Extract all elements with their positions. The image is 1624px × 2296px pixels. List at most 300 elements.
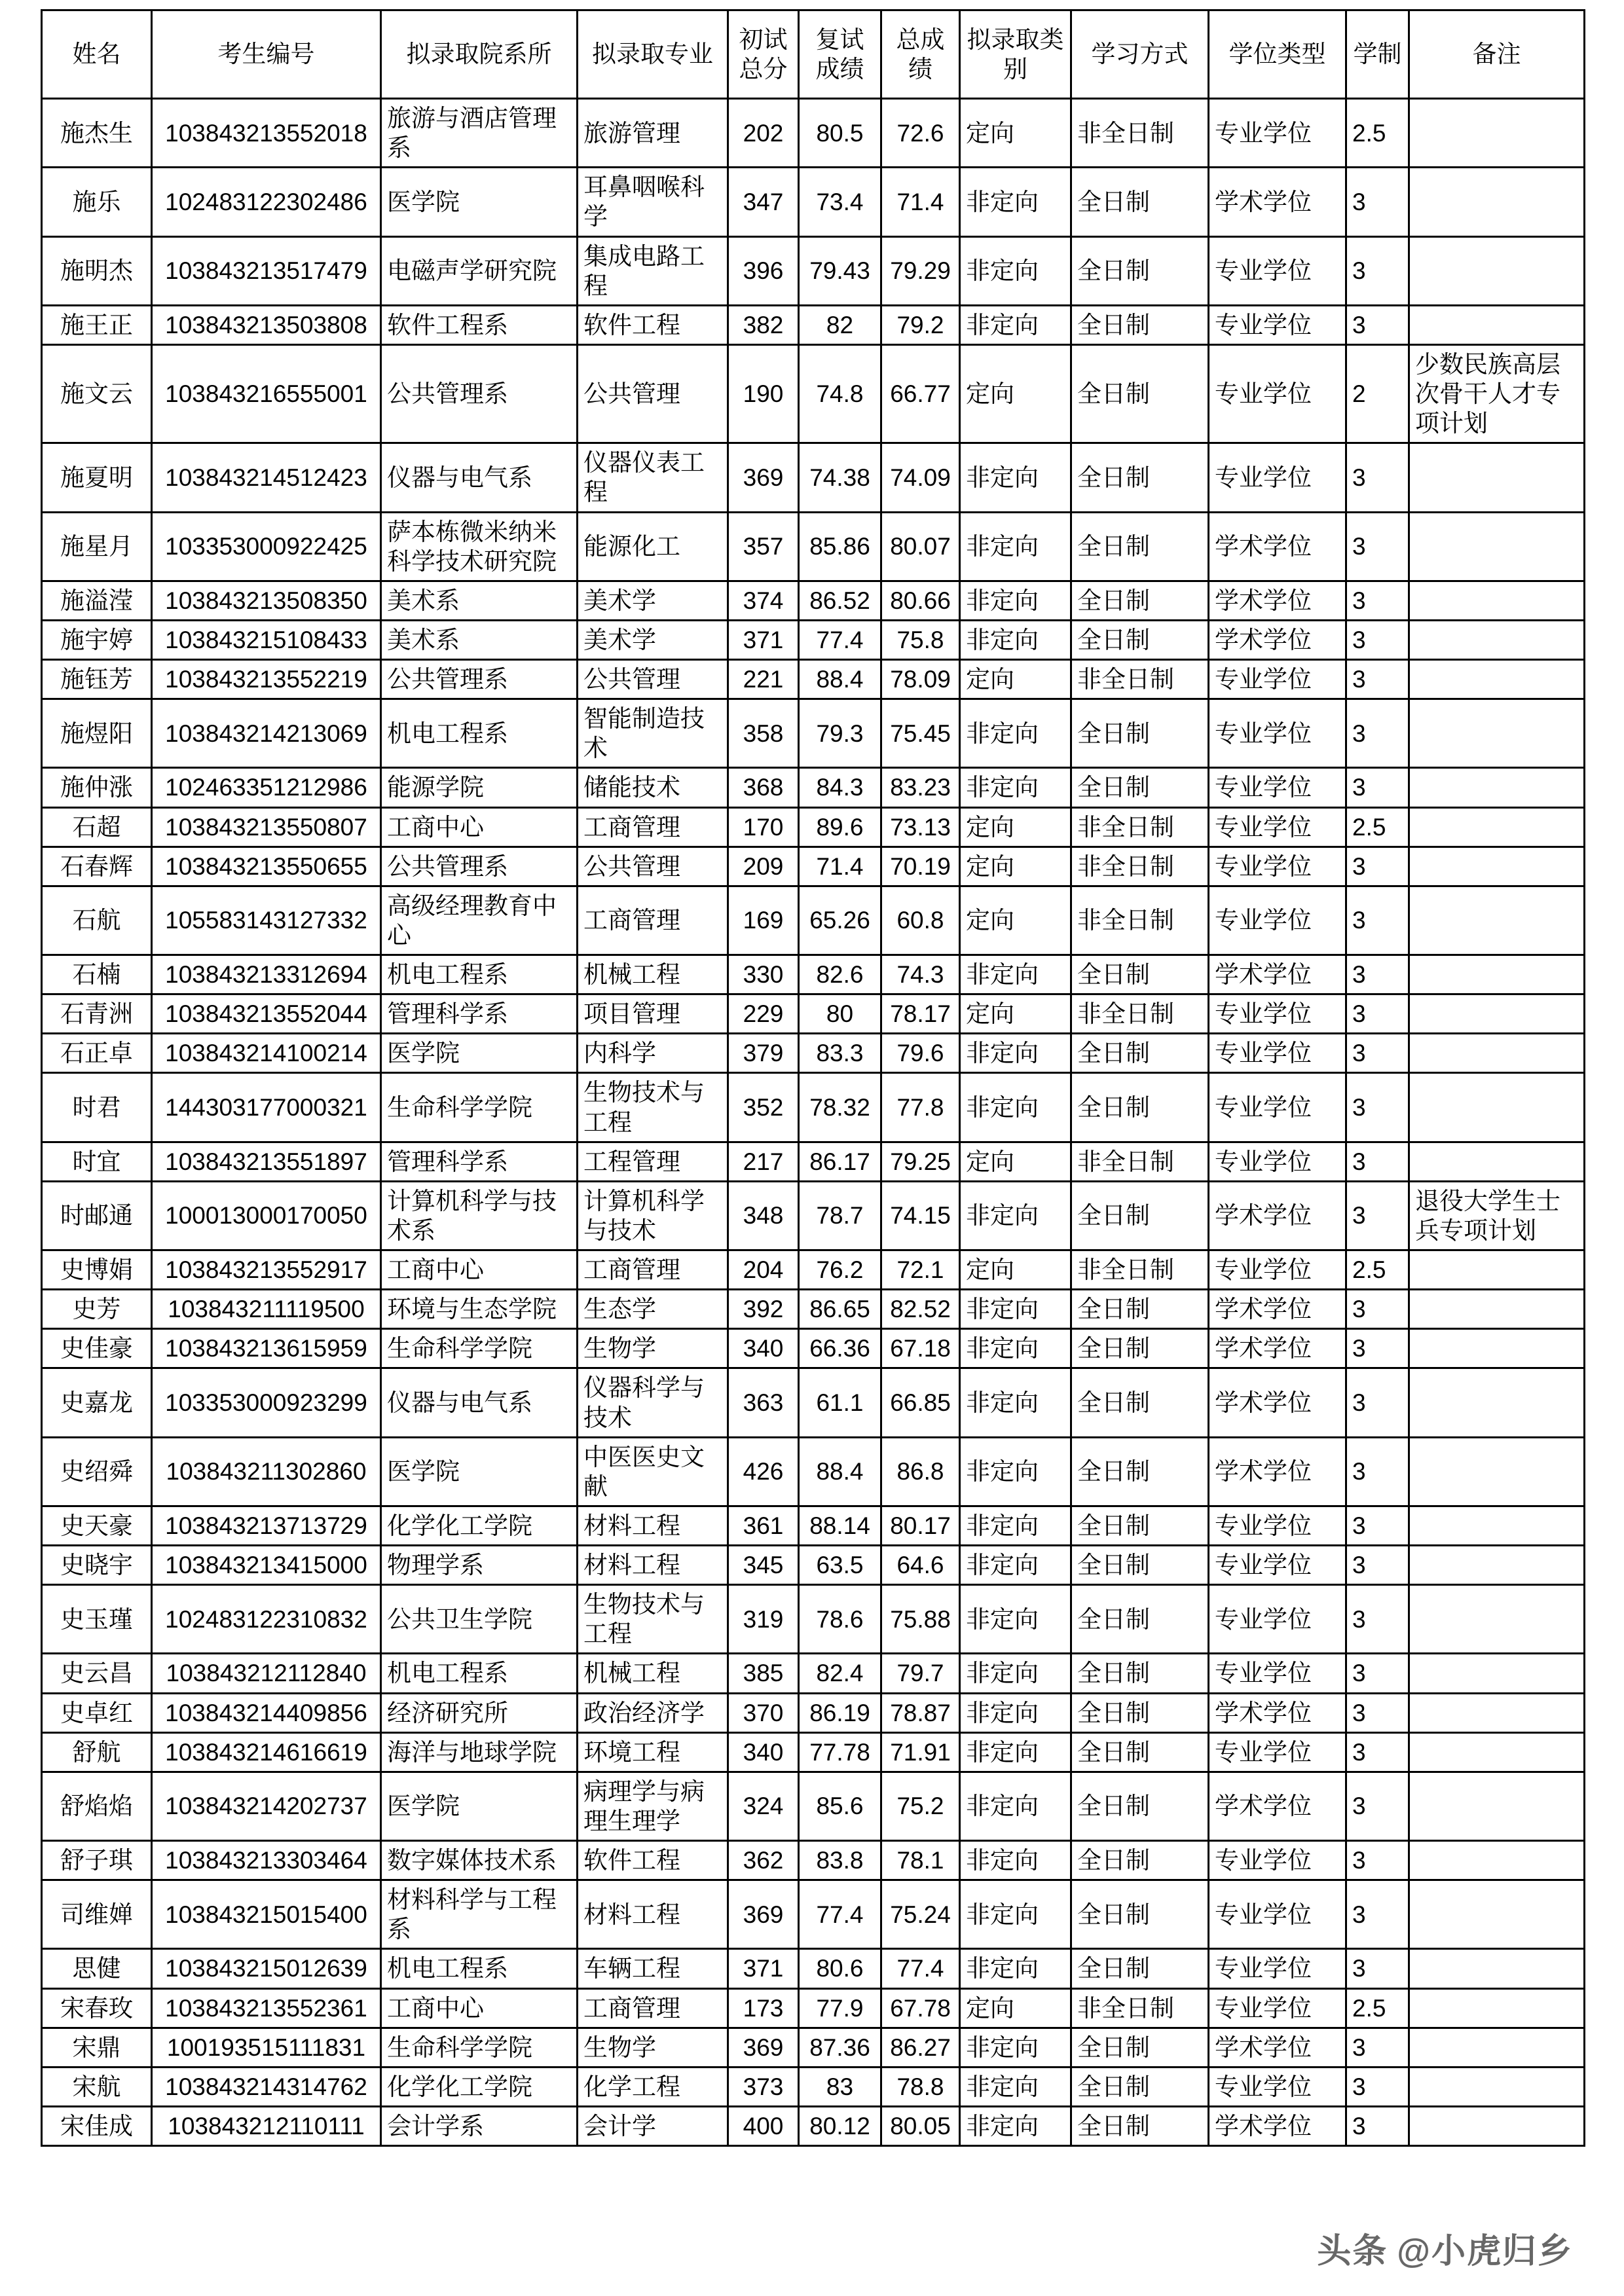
cell-major: 能源化工 <box>578 512 728 581</box>
cell-candidate-id: 103843213503808 <box>152 305 381 344</box>
cell-remark <box>1409 886 1585 955</box>
cell-study-mode: 全日制 <box>1071 1949 1209 1988</box>
cell-admission-category: 非定向 <box>960 699 1071 768</box>
cell-preliminary-score: 347 <box>728 168 799 236</box>
cell-retest-score: 83.8 <box>799 1841 881 1880</box>
cell-major: 生物技术与工程 <box>578 1585 728 1654</box>
cell-admission-category: 非定向 <box>960 2106 1071 2145</box>
cell-name: 施杰生 <box>42 99 152 168</box>
cell-preliminary-score: 221 <box>728 660 799 699</box>
cell-department: 计算机科学与技术系 <box>381 1181 578 1250</box>
cell-remark <box>1409 168 1585 236</box>
cell-retest-score: 73.4 <box>799 168 881 236</box>
cell-admission-category: 非定向 <box>960 1949 1071 1988</box>
cell-preliminary-score: 400 <box>728 2106 799 2145</box>
table-row <box>42 581 1585 620</box>
cell-duration: 2 <box>1346 344 1409 443</box>
cell-study-mode: 非全日制 <box>1071 1142 1209 1181</box>
cell-admission-category: 非定向 <box>960 1290 1071 1329</box>
cell-duration: 2.5 <box>1346 99 1409 168</box>
cell-preliminary-score: 382 <box>728 305 799 344</box>
column-header-candidate-id: 考生编号 <box>152 10 381 99</box>
cell-name: 石楠 <box>42 955 152 994</box>
column-header-admission-category: 拟录取类别 <box>960 10 1071 99</box>
cell-major: 内科学 <box>578 1034 728 1073</box>
cell-admission-category: 定向 <box>960 344 1071 443</box>
cell-degree-type: 专业学位 <box>1209 1654 1346 1693</box>
cell-study-mode: 全日制 <box>1071 512 1209 581</box>
cell-major: 公共管理 <box>578 344 728 443</box>
cell-duration: 3 <box>1346 1585 1409 1654</box>
cell-admission-category: 非定向 <box>960 1073 1071 1142</box>
cell-duration: 3 <box>1346 1506 1409 1545</box>
cell-retest-score: 78.7 <box>799 1181 881 1250</box>
cell-total-score: 73.13 <box>881 807 960 847</box>
cell-candidate-id: 103843216555001 <box>152 344 381 443</box>
cell-remark <box>1409 1949 1585 1988</box>
cell-remark <box>1409 1772 1585 1840</box>
table-row <box>42 2067 1585 2106</box>
cell-candidate-id: 102463351212986 <box>152 768 381 807</box>
cell-admission-category: 非定向 <box>960 1368 1071 1437</box>
cell-candidate-id: 103843213713729 <box>152 1506 381 1545</box>
cell-admission-category: 非定向 <box>960 168 1071 236</box>
table-row <box>42 443 1585 512</box>
cell-duration: 3 <box>1346 994 1409 1034</box>
cell-study-mode: 全日制 <box>1071 1693 1209 1732</box>
cell-name: 宋鼎 <box>42 2028 152 2067</box>
cell-total-score: 79.29 <box>881 236 960 305</box>
cell-duration: 3 <box>1346 1546 1409 1585</box>
cell-study-mode: 全日制 <box>1071 2028 1209 2067</box>
table-header <box>42 10 1585 99</box>
cell-candidate-id: 100013000170050 <box>152 1181 381 1250</box>
cell-candidate-id: 103843214100214 <box>152 1034 381 1073</box>
cell-major: 生物技术与工程 <box>578 1073 728 1142</box>
cell-total-score: 74.15 <box>881 1181 960 1250</box>
cell-major: 生态学 <box>578 1290 728 1329</box>
cell-major: 仪器科学与技术 <box>578 1368 728 1437</box>
cell-degree-type: 学术学位 <box>1209 1329 1346 1368</box>
cell-preliminary-score: 358 <box>728 699 799 768</box>
cell-retest-score: 88.14 <box>799 1506 881 1545</box>
cell-degree-type: 专业学位 <box>1209 344 1346 443</box>
cell-study-mode: 全日制 <box>1071 1585 1209 1654</box>
cell-preliminary-score: 173 <box>728 1988 799 2028</box>
cell-degree-type: 专业学位 <box>1209 1732 1346 1772</box>
cell-name: 宋佳成 <box>42 2106 152 2145</box>
cell-degree-type: 专业学位 <box>1209 1880 1346 1949</box>
cell-major: 中医医史文献 <box>578 1437 728 1506</box>
cell-retest-score: 86.19 <box>799 1693 881 1732</box>
cell-duration: 3 <box>1346 1654 1409 1693</box>
cell-admission-category: 非定向 <box>960 1546 1071 1585</box>
cell-retest-score: 65.26 <box>799 886 881 955</box>
cell-admission-category: 非定向 <box>960 443 1071 512</box>
cell-duration: 3 <box>1346 1290 1409 1329</box>
cell-candidate-id: 103843213552219 <box>152 660 381 699</box>
cell-total-score: 71.91 <box>881 1732 960 1772</box>
cell-admission-category: 非定向 <box>960 1841 1071 1880</box>
column-header-name: 姓名 <box>42 10 152 99</box>
cell-total-score: 78.17 <box>881 994 960 1034</box>
cell-name: 施煜阳 <box>42 699 152 768</box>
cell-department: 公共管理系 <box>381 847 578 886</box>
cell-total-score: 75.88 <box>881 1585 960 1654</box>
cell-degree-type: 专业学位 <box>1209 1988 1346 2028</box>
cell-degree-type: 专业学位 <box>1209 994 1346 1034</box>
cell-candidate-id: 103843213303464 <box>152 1841 381 1880</box>
cell-study-mode: 全日制 <box>1071 1654 1209 1693</box>
cell-department: 能源学院 <box>381 768 578 807</box>
table-row <box>42 1772 1585 1840</box>
cell-candidate-id: 144303177000321 <box>152 1073 381 1142</box>
cell-major: 政治经济学 <box>578 1693 728 1732</box>
cell-duration: 3 <box>1346 2067 1409 2106</box>
cell-name: 史芳 <box>42 1290 152 1329</box>
cell-department: 软件工程系 <box>381 305 578 344</box>
cell-study-mode: 全日制 <box>1071 1034 1209 1073</box>
cell-admission-category: 非定向 <box>960 236 1071 305</box>
cell-department: 化学化工学院 <box>381 1506 578 1545</box>
cell-remark <box>1409 1585 1585 1654</box>
table-row <box>42 699 1585 768</box>
cell-department: 美术系 <box>381 620 578 659</box>
cell-retest-score: 82 <box>799 305 881 344</box>
cell-study-mode: 全日制 <box>1071 168 1209 236</box>
cell-study-mode: 全日制 <box>1071 620 1209 659</box>
cell-candidate-id: 103843214314762 <box>152 2067 381 2106</box>
cell-remark <box>1409 1880 1585 1949</box>
table-row <box>42 1880 1585 1949</box>
cell-total-score: 79.2 <box>881 305 960 344</box>
cell-major: 软件工程 <box>578 1841 728 1880</box>
cell-admission-category: 非定向 <box>960 305 1071 344</box>
cell-candidate-id: 103843213508350 <box>152 581 381 620</box>
cell-major: 旅游管理 <box>578 99 728 168</box>
table-row <box>42 1250 1585 1290</box>
cell-candidate-id: 103843213552361 <box>152 1988 381 2028</box>
cell-department: 物理学系 <box>381 1546 578 1585</box>
cell-total-score: 64.6 <box>881 1546 960 1585</box>
cell-remark <box>1409 2067 1585 2106</box>
table-row <box>42 99 1585 168</box>
cell-preliminary-score: 340 <box>728 1329 799 1368</box>
cell-department: 化学化工学院 <box>381 2067 578 2106</box>
cell-candidate-id: 103843211302860 <box>152 1437 381 1506</box>
table-row <box>42 1034 1585 1073</box>
cell-admission-category: 非定向 <box>960 1506 1071 1545</box>
cell-candidate-id: 102483122310832 <box>152 1585 381 1654</box>
table-body <box>42 99 1585 2146</box>
cell-admission-category: 非定向 <box>960 2028 1071 2067</box>
cell-candidate-id: 103843213415000 <box>152 1546 381 1585</box>
cell-study-mode: 非全日制 <box>1071 1988 1209 2028</box>
cell-name: 司维婵 <box>42 1880 152 1949</box>
cell-major: 工商管理 <box>578 886 728 955</box>
cell-preliminary-score: 392 <box>728 1290 799 1329</box>
cell-preliminary-score: 209 <box>728 847 799 886</box>
cell-name: 石春辉 <box>42 847 152 886</box>
cell-candidate-id: 103843213550807 <box>152 807 381 847</box>
cell-duration: 3 <box>1346 236 1409 305</box>
cell-study-mode: 全日制 <box>1071 443 1209 512</box>
cell-admission-category: 定向 <box>960 807 1071 847</box>
cell-retest-score: 77.78 <box>799 1732 881 1772</box>
cell-duration: 3 <box>1346 886 1409 955</box>
cell-major: 环境工程 <box>578 1732 728 1772</box>
cell-name: 史绍舜 <box>42 1437 152 1506</box>
cell-remark <box>1409 955 1585 994</box>
cell-name: 石超 <box>42 807 152 847</box>
table-row <box>42 1988 1585 2028</box>
cell-major: 集成电路工程 <box>578 236 728 305</box>
cell-major: 病理学与病理生理学 <box>578 1772 728 1840</box>
cell-admission-category: 非定向 <box>960 620 1071 659</box>
cell-department: 机电工程系 <box>381 1654 578 1693</box>
cell-remark <box>1409 620 1585 659</box>
cell-admission-category: 非定向 <box>960 1034 1071 1073</box>
cell-degree-type: 专业学位 <box>1209 886 1346 955</box>
cell-degree-type: 学术学位 <box>1209 1437 1346 1506</box>
cell-admission-category: 定向 <box>960 1250 1071 1290</box>
cell-remark <box>1409 1654 1585 1693</box>
column-header-preliminary-score: 初试总分 <box>728 10 799 99</box>
cell-remark <box>1409 1506 1585 1545</box>
cell-duration: 3 <box>1346 699 1409 768</box>
cell-duration: 3 <box>1346 305 1409 344</box>
cell-major: 软件工程 <box>578 305 728 344</box>
table-row <box>42 305 1585 344</box>
cell-candidate-id: 102483122302486 <box>152 168 381 236</box>
cell-study-mode: 全日制 <box>1071 1506 1209 1545</box>
cell-preliminary-score: 379 <box>728 1034 799 1073</box>
cell-total-score: 83.23 <box>881 768 960 807</box>
cell-total-score: 79.25 <box>881 1142 960 1181</box>
cell-retest-score: 88.4 <box>799 1437 881 1506</box>
cell-retest-score: 80.6 <box>799 1949 881 1988</box>
cell-study-mode: 全日制 <box>1071 236 1209 305</box>
table-row <box>42 1290 1585 1329</box>
cell-degree-type: 学术学位 <box>1209 1181 1346 1250</box>
cell-name: 施钰芳 <box>42 660 152 699</box>
cell-preliminary-score: 362 <box>728 1841 799 1880</box>
table-row <box>42 1949 1585 1988</box>
cell-total-score: 75.8 <box>881 620 960 659</box>
cell-total-score: 78.1 <box>881 1841 960 1880</box>
cell-total-score: 66.85 <box>881 1368 960 1437</box>
cell-total-score: 80.66 <box>881 581 960 620</box>
table-row <box>42 1546 1585 1585</box>
cell-degree-type: 专业学位 <box>1209 847 1346 886</box>
cell-admission-category: 定向 <box>960 886 1071 955</box>
cell-major: 公共管理 <box>578 660 728 699</box>
cell-name: 史嘉龙 <box>42 1368 152 1437</box>
cell-preliminary-score: 426 <box>728 1437 799 1506</box>
cell-candidate-id: 103843211119500 <box>152 1290 381 1329</box>
cell-department: 会计学系 <box>381 2106 578 2145</box>
cell-preliminary-score: 357 <box>728 512 799 581</box>
cell-duration: 2.5 <box>1346 807 1409 847</box>
cell-remark <box>1409 2028 1585 2067</box>
cell-admission-category: 非定向 <box>960 1732 1071 1772</box>
cell-study-mode: 非全日制 <box>1071 99 1209 168</box>
cell-name: 施溢滢 <box>42 581 152 620</box>
cell-name: 史佳豪 <box>42 1329 152 1368</box>
cell-study-mode: 全日制 <box>1071 1437 1209 1506</box>
table-row <box>42 847 1585 886</box>
cell-degree-type: 学术学位 <box>1209 1290 1346 1329</box>
cell-retest-score: 83.3 <box>799 1034 881 1073</box>
cell-duration: 3 <box>1346 768 1409 807</box>
cell-degree-type: 专业学位 <box>1209 1506 1346 1545</box>
table-row <box>42 1181 1585 1250</box>
cell-duration: 3 <box>1346 512 1409 581</box>
cell-department: 仪器与电气系 <box>381 1368 578 1437</box>
cell-total-score: 78.8 <box>881 2067 960 2106</box>
cell-degree-type: 专业学位 <box>1209 1073 1346 1142</box>
cell-retest-score: 86.17 <box>799 1142 881 1181</box>
table-row <box>42 1073 1585 1142</box>
table-row <box>42 168 1585 236</box>
cell-retest-score: 82.6 <box>799 955 881 994</box>
cell-retest-score: 85.6 <box>799 1772 881 1840</box>
cell-admission-category: 非定向 <box>960 955 1071 994</box>
cell-department: 旅游与酒店管理系 <box>381 99 578 168</box>
cell-admission-category: 定向 <box>960 994 1071 1034</box>
cell-preliminary-score: 170 <box>728 807 799 847</box>
cell-remark <box>1409 512 1585 581</box>
cell-admission-category: 定向 <box>960 99 1071 168</box>
cell-study-mode: 全日制 <box>1071 768 1209 807</box>
cell-preliminary-score: 374 <box>728 581 799 620</box>
column-header-duration: 学制 <box>1346 10 1409 99</box>
cell-name: 施文云 <box>42 344 152 443</box>
cell-remark <box>1409 1693 1585 1732</box>
cell-preliminary-score: 371 <box>728 1949 799 1988</box>
table-row <box>42 1142 1585 1181</box>
cell-major: 耳鼻咽喉科学 <box>578 168 728 236</box>
cell-department: 机电工程系 <box>381 1949 578 1988</box>
cell-preliminary-score: 370 <box>728 1693 799 1732</box>
table-row <box>42 620 1585 659</box>
cell-study-mode: 全日制 <box>1071 2106 1209 2145</box>
cell-degree-type: 专业学位 <box>1209 1250 1346 1290</box>
cell-duration: 3 <box>1346 1368 1409 1437</box>
cell-duration: 3 <box>1346 1142 1409 1181</box>
cell-candidate-id: 103843214616619 <box>152 1732 381 1772</box>
cell-remark <box>1409 1732 1585 1772</box>
cell-major: 生物学 <box>578 2028 728 2067</box>
cell-candidate-id: 103843213517479 <box>152 236 381 305</box>
column-header-total-score: 总成绩 <box>881 10 960 99</box>
cell-degree-type: 学术学位 <box>1209 168 1346 236</box>
cell-duration: 3 <box>1346 2028 1409 2067</box>
cell-preliminary-score: 348 <box>728 1181 799 1250</box>
cell-candidate-id: 103843215015400 <box>152 1880 381 1949</box>
cell-admission-category: 非定向 <box>960 768 1071 807</box>
cell-name: 史卓红 <box>42 1693 152 1732</box>
cell-degree-type: 学术学位 <box>1209 1368 1346 1437</box>
cell-candidate-id: 103843214202737 <box>152 1772 381 1840</box>
cell-preliminary-score: 371 <box>728 620 799 659</box>
cell-admission-category: 非定向 <box>960 2067 1071 2106</box>
cell-total-score: 78.87 <box>881 1693 960 1732</box>
cell-duration: 3 <box>1346 955 1409 994</box>
cell-total-score: 77.4 <box>881 1949 960 1988</box>
cell-department: 工商中心 <box>381 1250 578 1290</box>
cell-retest-score: 85.86 <box>799 512 881 581</box>
cell-preliminary-score: 202 <box>728 99 799 168</box>
cell-name: 思健 <box>42 1949 152 1988</box>
cell-remark <box>1409 1988 1585 2028</box>
cell-retest-score: 79.3 <box>799 699 881 768</box>
cell-preliminary-score: 373 <box>728 2067 799 2106</box>
cell-department: 生命科学学院 <box>381 1073 578 1142</box>
cell-duration: 3 <box>1346 581 1409 620</box>
cell-candidate-id: 103353000923299 <box>152 1368 381 1437</box>
cell-name: 宋航 <box>42 2067 152 2106</box>
cell-preliminary-score: 352 <box>728 1073 799 1142</box>
cell-major: 化学工程 <box>578 2067 728 2106</box>
column-header-degree-type: 学位类型 <box>1209 10 1346 99</box>
cell-duration: 3 <box>1346 1034 1409 1073</box>
cell-degree-type: 专业学位 <box>1209 1034 1346 1073</box>
cell-degree-type: 学术学位 <box>1209 620 1346 659</box>
cell-candidate-id: 103843213615959 <box>152 1329 381 1368</box>
cell-study-mode: 全日制 <box>1071 1329 1209 1368</box>
cell-study-mode: 非全日制 <box>1071 807 1209 847</box>
cell-department: 医学院 <box>381 1437 578 1506</box>
cell-degree-type: 学术学位 <box>1209 512 1346 581</box>
watermark <box>1317 2223 1573 2272</box>
cell-major: 材料工程 <box>578 1880 728 1949</box>
cell-total-score: 86.27 <box>881 2028 960 2067</box>
cell-total-score: 77.8 <box>881 1073 960 1142</box>
cell-admission-category: 非定向 <box>960 1654 1071 1693</box>
cell-total-score: 78.09 <box>881 660 960 699</box>
cell-candidate-id: 103843213550655 <box>152 847 381 886</box>
cell-remark <box>1409 1368 1585 1437</box>
cell-degree-type: 学术学位 <box>1209 581 1346 620</box>
cell-study-mode: 全日制 <box>1071 1772 1209 1840</box>
cell-duration: 3 <box>1346 620 1409 659</box>
cell-remark <box>1409 1290 1585 1329</box>
cell-major: 机械工程 <box>578 955 728 994</box>
cell-preliminary-score: 229 <box>728 994 799 1034</box>
cell-duration: 3 <box>1346 1073 1409 1142</box>
cell-admission-category: 定向 <box>960 660 1071 699</box>
cell-total-score: 75.45 <box>881 699 960 768</box>
cell-remark: 退役大学生士兵专项计划 <box>1409 1181 1585 1250</box>
cell-preliminary-score: 340 <box>728 1732 799 1772</box>
cell-duration: 3 <box>1346 1772 1409 1840</box>
cell-department: 萨本栋微米纳米科学技术研究院 <box>381 512 578 581</box>
cell-preliminary-score: 169 <box>728 886 799 955</box>
cell-remark <box>1409 2106 1585 2145</box>
cell-retest-score: 76.2 <box>799 1250 881 1290</box>
cell-major: 项目管理 <box>578 994 728 1034</box>
cell-duration: 3 <box>1346 2106 1409 2145</box>
cell-department: 机电工程系 <box>381 955 578 994</box>
cell-remark <box>1409 1329 1585 1368</box>
cell-total-score: 75.24 <box>881 1880 960 1949</box>
watermark-handle: @小虎归乡 <box>1397 2232 1573 2270</box>
cell-retest-score: 83 <box>799 2067 881 2106</box>
column-header-department: 拟录取院系所 <box>381 10 578 99</box>
cell-duration: 3 <box>1346 168 1409 236</box>
cell-remark <box>1409 768 1585 807</box>
